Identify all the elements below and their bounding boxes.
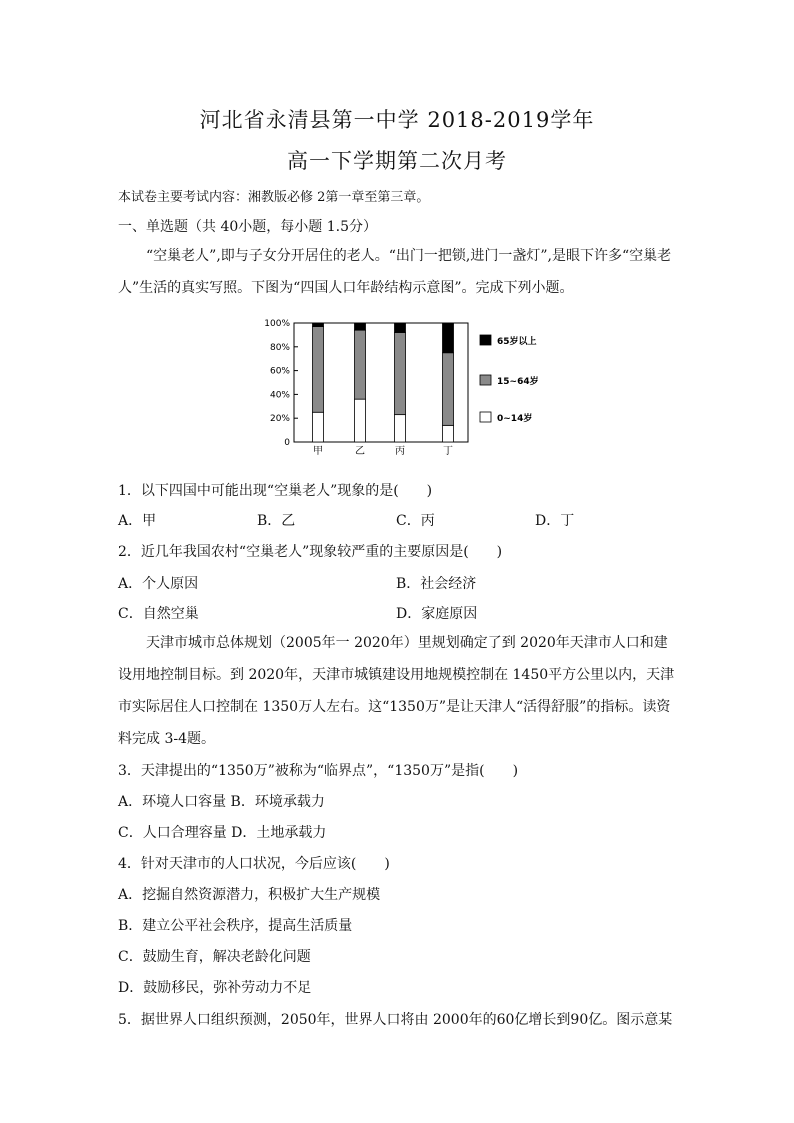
bar-segment (355, 323, 366, 330)
y-tick-label: 80% (269, 342, 290, 353)
q2-option-c: C．自然空巢 (118, 606, 199, 622)
q2-option-d: D．家庭原因 (396, 606, 478, 622)
age-structure-chart (258, 315, 558, 461)
bar-segment (443, 353, 454, 426)
x-tick-label: 丁 (443, 446, 453, 457)
q4-option-d: D．鼓励移民，弥补劳动力不足 (118, 980, 312, 996)
question-5-stem: 5．据世界人口组织预测，2050年，世界人口将由 2000年的60亿增长到90亿。图示意某 (118, 1012, 673, 1028)
q3-options-line2: C．人口合理容量 D．土地承载力 (118, 825, 327, 841)
bar-segment (355, 399, 366, 442)
exam-scope: 本试卷主要考试内容：湘教版必修 2第一章至第三章。 (118, 190, 430, 205)
q1-option-d: D．丁 (535, 513, 575, 529)
question-4-stem: 4．针对天津市的人口状况，今后应该( ) (118, 856, 390, 872)
chart-axes (264, 319, 468, 457)
q1-option-a: A．甲 (118, 513, 157, 529)
q1-option-c: C．丙 (396, 513, 435, 529)
q2-option-a: A．个人原因 (118, 576, 199, 592)
bar-segment (395, 333, 406, 415)
q2-option-b: B．社会经济 (396, 576, 477, 592)
passage-2: 天津市城市总体规划（2005年一 2020年）里规划确定了到 2020年天津市人口和建设用地控制目标。到 2020年，天津市城镇建设用地规模控制在 1450平方公里以内，天津市实际居住人口控制在 1350万人左右。这“1350万”是让天津人“活得舒服”的指标。读资料完成 3-4题。 (118, 635, 675, 747)
legend-swatch (480, 375, 491, 385)
y-tick-label: 40% (269, 390, 290, 401)
x-tick-label: 丙 (395, 446, 405, 457)
q4-option-a: A．挖掘自然资源潜力，积极扩大生产规模 (118, 887, 381, 903)
legend-label: 15~64岁 (497, 377, 539, 387)
chart-bars (313, 323, 454, 442)
legend-label: 0~14岁 (497, 414, 533, 424)
bar-segment (355, 330, 366, 399)
y-tick-label: 60% (269, 366, 290, 377)
legend-swatch (480, 335, 491, 345)
bar-segment (395, 323, 406, 333)
q3-options-line1: A．环境人口容量 B．环境承载力 (118, 794, 325, 810)
y-tick-label: 20% (269, 414, 290, 425)
legend-label: 65岁以上 (497, 337, 537, 347)
q1-option-b: B．乙 (257, 513, 296, 529)
passage-1: “空巢老人”,即与子女分开居住的老人。“出门一把锁,进门一盏灯”,是眼下许多“空巢老人”生活的真实写照。下图为“四国人口年龄结构示意图”。完成下列小题。 (118, 248, 672, 296)
question-1-stem: 1．以下四国中可能出现“空巢老人”现象的是( ) (118, 483, 433, 499)
question-3-stem: 3．天津提出的“1350万”被称为“临界点”，“1350万”是指( ) (118, 763, 519, 779)
x-tick-label: 甲 (313, 446, 323, 457)
exam-title-line1: 河北省永清县第一中学 2018-2019学年 (199, 108, 595, 132)
bar-segment (313, 412, 324, 442)
chart-legend (480, 335, 539, 424)
y-tick-label: 100% (264, 319, 290, 329)
bar-segment (443, 425, 454, 442)
y-tick-label: 0 (284, 438, 290, 448)
x-tick-label: 乙 (355, 446, 365, 457)
legend-swatch (480, 412, 491, 422)
section-heading: 一、单选题（共 40小题，每小题 1.5分） (118, 219, 377, 235)
exam-title-line2: 高一下学期第二次月考 (287, 149, 507, 173)
bar-segment (395, 415, 406, 442)
bar-segment (313, 323, 324, 327)
bar-segment (443, 323, 454, 353)
q4-option-b: B．建立公平社会秩序，提高生活质量 (118, 918, 353, 934)
bar-segment (313, 327, 324, 413)
question-2-stem: 2．近几年我国农村“空巢老人”现象较严重的主要原因是( ) (118, 544, 503, 560)
q4-option-c: C．鼓励生育，解决老龄化问题 (118, 949, 311, 965)
